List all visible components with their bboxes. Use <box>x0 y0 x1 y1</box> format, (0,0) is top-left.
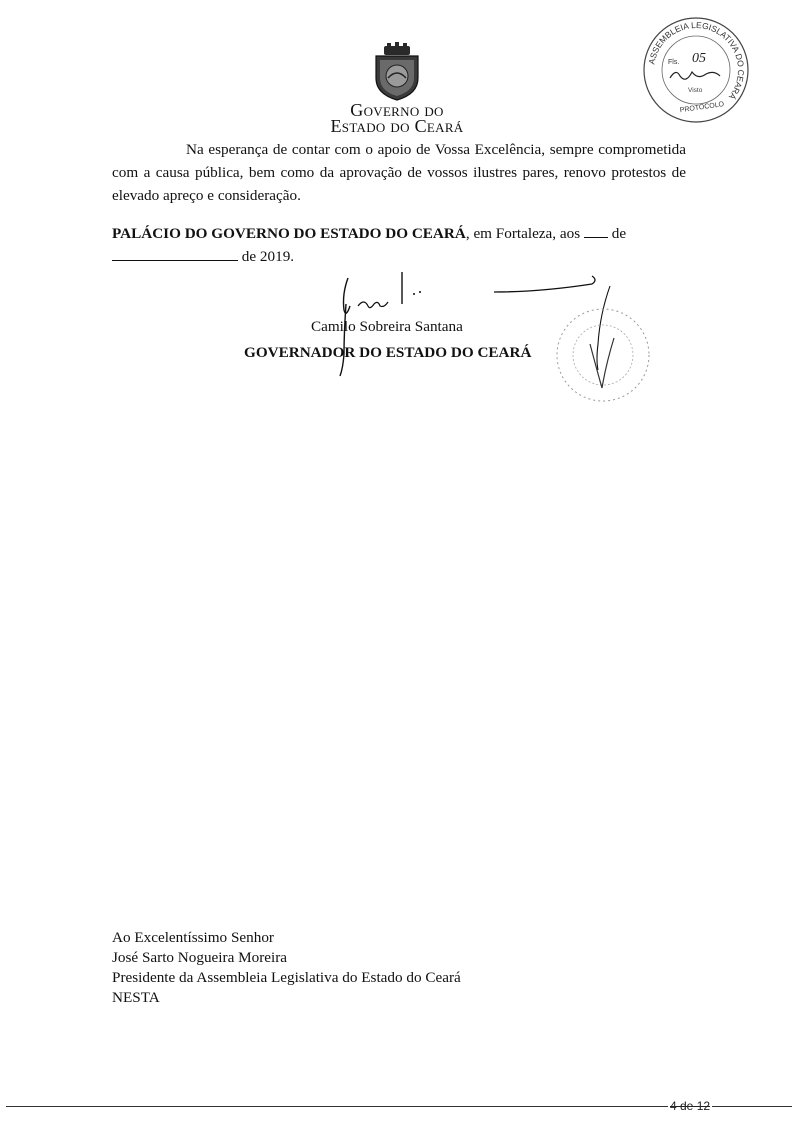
protocol-stamp <box>640 14 752 126</box>
address-line-3: Presidente da Assembleia Legislativa do Estado do Ceará <box>112 969 461 986</box>
stamp-signature-mark <box>670 72 720 79</box>
stamp-protocolo-label: PROTOCOLO <box>679 101 725 115</box>
stamp-visto-label: Visto <box>688 87 703 94</box>
address-line-4: NESTA <box>112 989 160 1006</box>
stamp-fls-value: 05 <box>692 51 706 66</box>
date-location-line <box>112 222 686 268</box>
palace-location: , em Fortaleza, aos <box>465 225 581 242</box>
signer-name: Camilo Sobreira Santana <box>311 318 463 335</box>
closing-paragraph-text: Na esperança de contar com o apoio de Vossa Excelência, sempre comprometida com a causa pública, bem como da aprovação de vossos ilustres pares, renovo protestos de elevado apreço e consideração. <box>112 141 686 204</box>
month-blank <box>112 248 238 261</box>
header-government: Governo do <box>350 100 444 120</box>
palace-name: PALÁCIO DO GOVERNO DO ESTADO DO CEARÁ <box>112 225 466 242</box>
state-crest-icon <box>370 42 424 102</box>
governor-seal <box>552 304 654 406</box>
closing-paragraph <box>112 138 686 207</box>
stamp-fls-label: Fls. <box>668 59 680 66</box>
palace-de: de <box>611 225 627 242</box>
day-blank <box>584 225 608 238</box>
address-line-1: Ao Excelentíssimo Senhor <box>112 929 274 946</box>
address-line-2: José Sarto Nogueira Moreira <box>112 949 288 966</box>
signer-title: GOVERNADOR DO ESTADO DO CEARÁ <box>244 344 532 361</box>
palace-year: de 2019. <box>241 248 295 265</box>
stamp-ring-text: ASSEMBLEIA LEGISLATIVA DO CEARÁ <box>646 19 747 102</box>
page-number: 4 de 12 <box>670 1099 711 1113</box>
header-state: Estado do Ceará <box>330 116 464 136</box>
